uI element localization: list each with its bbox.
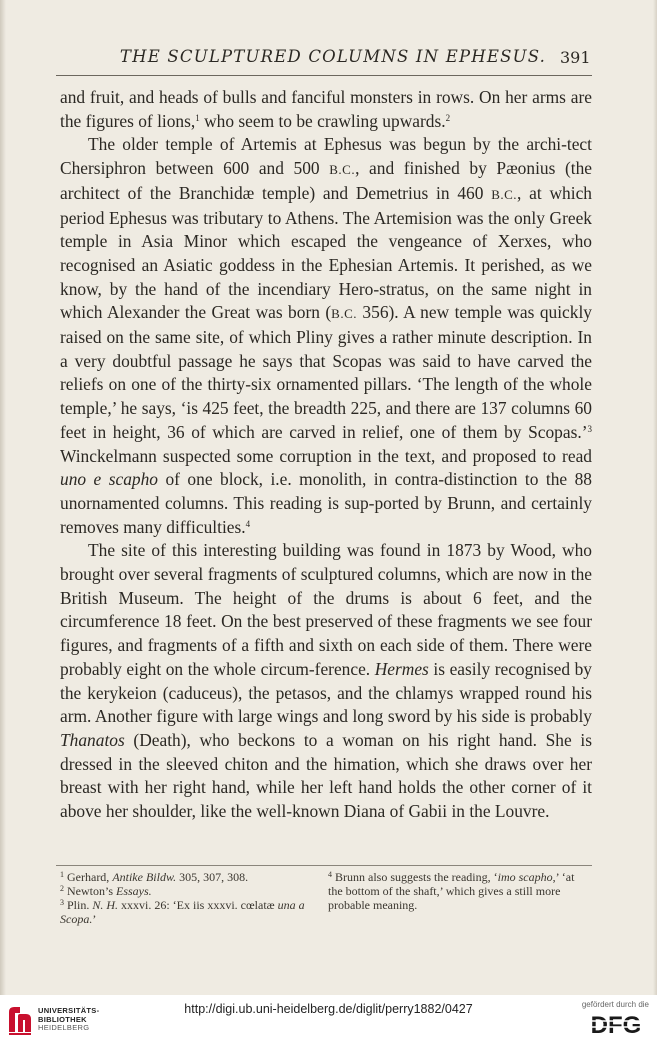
footnote-number: 4 xyxy=(328,870,332,879)
italic-phrase: imo scapho xyxy=(497,870,553,884)
digitization-footer xyxy=(0,995,657,1045)
text-run: ,’ ‘at the bottom of the shaft,’ which gives a still more probable meaning. xyxy=(328,870,575,912)
source-url-link[interactable]: http://digi.ub.uni-heidelberg.de/diglit/perry1882/0427 xyxy=(184,1002,473,1016)
text-run: ’ xyxy=(92,912,97,926)
footnote-ref-3[interactable]: 3 xyxy=(587,423,592,434)
page-number: 391 xyxy=(560,48,591,67)
footnote-2 xyxy=(60,884,312,898)
text-run: (Death), who beckons to a woman on his right hand. She is dressed in the sleeved chiton and the himation, which she draws over her breast with her right hand, while her left hand holds the other corner of it above her shoulder, like the well-known Diana of Gabii in the Louvre. xyxy=(60,729,592,822)
era-abbrev: B.C. xyxy=(329,162,356,178)
library-name-line: UNIVERSITÄTS- xyxy=(38,1006,100,1015)
italic-phrase: Thanatos xyxy=(60,729,125,750)
italic-phrase: una a Scopa. xyxy=(60,898,305,926)
running-title: THE SCULPTURED COLUMNS IN EPHESUS. xyxy=(119,47,547,66)
italic-phrase: Antike Bildw. xyxy=(112,870,177,884)
footnote-number: 1 xyxy=(60,870,64,879)
era-abbrev: B.C. xyxy=(491,186,518,202)
text-run: , at which period Ephesus was tributary to Athens. The Artemision was the only Greek temple in Asia Minor which escaped the vengeance of Xerxes, who recognised an Asiatic goddess in the Ephesian Artemis. It perished, as we know, by the hand of the incendiary Hero-stratus, on the same night in which Alexander the Great was born ( xyxy=(60,182,592,323)
library-name-line: BIBLIOTHEK xyxy=(38,1014,87,1024)
paragraph-1 xyxy=(60,86,592,133)
text-run: of one block, i.e. monolith, in contra-distinction to the 88 unornamented columns. This reading is sup-ported by Brunn, and certainly removes many difficulties. xyxy=(60,469,592,537)
text-run: Newton’s xyxy=(64,884,116,898)
era-abbrev: B.C. xyxy=(331,306,357,322)
page-gutter-shadow xyxy=(0,0,6,995)
text-run: Winckelmann suspected some corruption in the text, and proposed to read xyxy=(60,445,592,466)
italic-phrase: uno e scapho xyxy=(60,469,159,490)
paragraph-3 xyxy=(60,539,592,823)
text-run: The site of this interesting building was found in 1873 by Wood, who brought over several fragments of sculptured columns, which are now in the British Museum. The height of the drums is about 6 feet, and the circumference 18 feet. On the best preserved of these fragments we see four figures, and fragments of a fifth and sixth on each side of them. There were probably eight on the whole circum-ference. xyxy=(60,540,592,679)
footnote-4 xyxy=(328,870,590,912)
footnote-column-right xyxy=(328,870,590,926)
dfg-logo-icon xyxy=(583,1012,649,1036)
italic-phrase: Essays. xyxy=(116,884,152,898)
page-edge-shadow xyxy=(653,0,657,995)
text-run: who seem to be crawling upwards. xyxy=(199,110,446,131)
footnote-rule xyxy=(56,865,592,866)
text-run: and fruit, and heads of bulls and fanciful monsters in rows. On her arms are the figures of lions, xyxy=(60,87,592,131)
text-run: , and finished by Pæonius (the architect of the Branchidæ temple) and Demetrius in 460 xyxy=(60,158,593,203)
library-name-line: HEIDELBERG xyxy=(38,1023,90,1032)
text-run: is easily recognised by the kerykeion (caduceus), the petasos, and the chlamys wrapped round his arm. Another figure with large wings and long sword by his side is probably xyxy=(60,658,592,727)
footnote-ref-4[interactable]: 4 xyxy=(245,518,251,529)
body-text xyxy=(60,86,592,824)
footnote-number: 3 xyxy=(60,898,64,907)
text-run: Plin. xyxy=(64,898,93,912)
italic-phrase: N. H. xyxy=(92,898,119,912)
header-rule xyxy=(56,75,592,76)
text-run: xxxvi. 26: ‘Ex iis xxxvi. cœlatæ xyxy=(118,898,278,912)
text-run: Gerhard, xyxy=(64,870,113,884)
footnotes xyxy=(60,870,590,926)
funding-caption: gefördert durch die xyxy=(581,1000,649,1009)
footnote-column-left xyxy=(60,870,312,926)
footnote-number: 2 xyxy=(60,884,64,893)
text-run: 356). A new temple was quickly raised on the same site, of which Pliny gives a rather minute description. In a very doubtful passage he says that Scopas was said to have carved the reliefs on one of the thirty-six ornamented pillars. ‘The length of the whole temple,’ he says, ‘is 425 feet, the breadth 225, and there are 137 columns 60 feet in height, 36 of which are carved in relief, one of them by Scopas.’ xyxy=(60,302,592,442)
paragraph-2 xyxy=(60,133,592,539)
text-run: Brunn also suggests the reading, ‘ xyxy=(332,870,498,884)
text-run: The older temple of Artemis at Ephesus was begun by the archi-tect Chersiphron between 600 and 500 xyxy=(60,134,592,179)
dfg-logo-text: DFG xyxy=(590,1012,642,1036)
footnote-3 xyxy=(60,898,312,926)
footnote-ref-1[interactable]: 1 xyxy=(195,112,200,123)
italic-phrase: Hermes xyxy=(374,658,429,679)
footnote-ref-2[interactable]: 2 xyxy=(445,112,451,123)
footnote-1 xyxy=(60,870,312,884)
text-run: 305, 307, 308. xyxy=(176,870,249,884)
